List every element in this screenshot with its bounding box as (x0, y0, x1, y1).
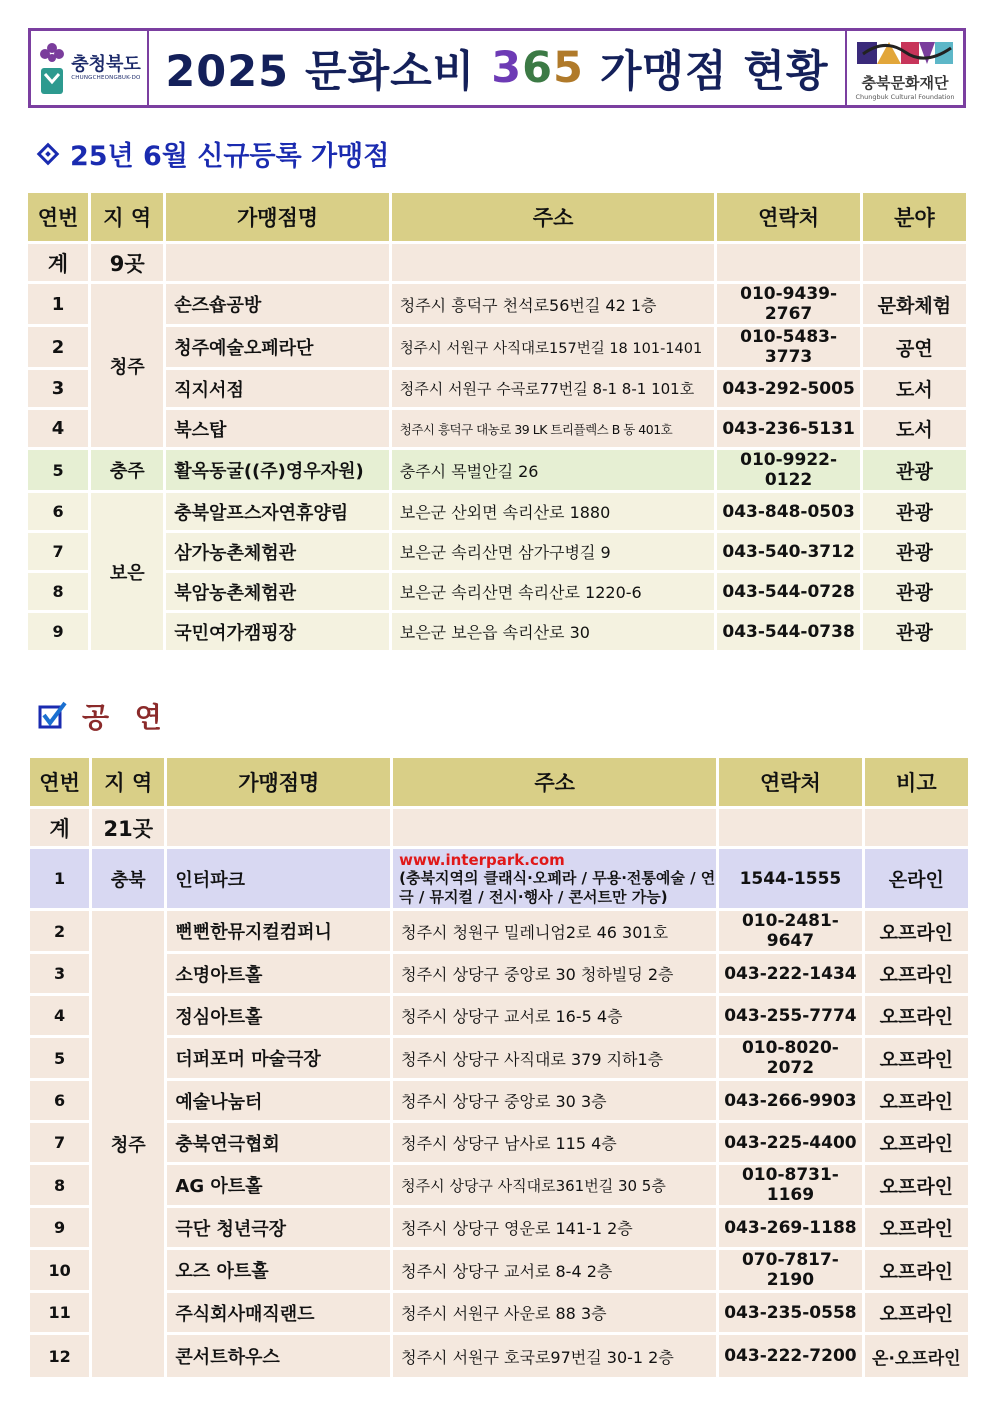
merchant-address: 청주시 서원구 사직대로157번길 18 101-1401 (392, 327, 715, 367)
row-no: 9 (30, 1208, 89, 1247)
merchant-field: 도서 (863, 370, 966, 407)
chungbuk-logo-eng: CHUNGCHEONGBUK-DO (71, 75, 141, 81)
table-row (28, 370, 966, 407)
col-header: 가맹점명 (167, 758, 390, 806)
merchant-address: 청주시 상당구 중앙로 30 3층 (393, 1081, 716, 1120)
table-row (28, 613, 966, 650)
summary-row (30, 809, 968, 846)
table-row (28, 493, 966, 530)
merchant-name: 삼가농촌체험관 (166, 533, 388, 570)
row-no: 9 (28, 613, 88, 650)
merchant-field: 관광 (863, 613, 966, 650)
region-cell: 청주 (92, 911, 164, 1377)
merchant-field: 공연 (863, 327, 966, 367)
merchant-phone: 043-255-7774 (719, 996, 861, 1035)
merchant-field: 관광 (863, 533, 966, 570)
table-header-row (30, 758, 968, 806)
table-row (30, 1038, 968, 1078)
diamond-icon (37, 142, 60, 165)
merchant-phone: 043-266-9903 (719, 1081, 861, 1120)
merchant-phone: 010-9922-0122 (717, 450, 859, 490)
chungbuk-emblem-icon (37, 38, 67, 98)
merchant-note: 오프라인 (865, 954, 968, 993)
merchant-address: 보은군 보은읍 속리산로 30 (392, 613, 715, 650)
merchant-address: 보은군 산외면 속리산로 1880 (392, 493, 715, 530)
sum-value: 9곳 (91, 244, 163, 281)
merchant-phone: 010-9439-2767 (717, 284, 859, 324)
merchant-name: 오즈 아트홀 (167, 1250, 390, 1290)
table-row (28, 410, 966, 447)
chungbuk-logo-name: 충청북도 (71, 54, 141, 75)
merchant-address: 보은군 속리산면 삼가구병길 9 (392, 533, 715, 570)
table-row (28, 533, 966, 570)
col-header: 분야 (863, 193, 966, 241)
website-description: (충북지역의 클래식·오페라 / 무용·전통예술 / 연극 / 뮤지컬 / 전시·행사 / 콘서트만 가능) (399, 868, 716, 906)
col-header: 연락처 (719, 758, 861, 806)
merchant-note: 오프라인 (865, 1208, 968, 1247)
merchant-phone: 043-544-0728 (717, 573, 859, 610)
merchant-note: 오프라인 (865, 1081, 968, 1120)
table-row (30, 1208, 968, 1247)
sum-label: 계 (28, 244, 88, 281)
merchant-name: 예술나눔터 (167, 1081, 390, 1120)
row-no: 4 (28, 410, 88, 447)
title-suffix: 가맹점 현황 (599, 46, 829, 97)
section1-title (40, 134, 389, 173)
merchant-address: 청주시 상당구 사직대로361번길 30 5층 (393, 1165, 716, 1205)
merchant-note: 오프라인 (865, 996, 968, 1035)
merchant-address: 청주시 흥덕구 대농로 39 LK 트리플렉스 B 동 401호 (392, 410, 715, 447)
col-header: 비고 (865, 758, 968, 806)
merchant-note: 온·오프라인 (865, 1335, 968, 1377)
summary-row (28, 244, 966, 281)
merchant-phone: 1544-1555 (719, 849, 861, 908)
merchant-phone: 043-235-0558 (719, 1293, 861, 1332)
merchant-name: 소명아트홀 (167, 954, 390, 993)
row-no: 2 (28, 327, 88, 367)
region-cell: 충북 (92, 849, 164, 908)
row-no: 2 (30, 911, 89, 951)
section2-title (38, 696, 170, 736)
merchant-note: 오프라인 (865, 1038, 968, 1078)
merchant-note: 오프라인 (865, 1123, 968, 1162)
merchant-phone: 070-7817-2190 (719, 1250, 861, 1290)
title-prefix: 2025 문화소비 (165, 46, 476, 97)
foundation-logo-eng: Chungbuk Cultural Foundation (855, 92, 955, 101)
row-no: 10 (30, 1250, 89, 1290)
merchant-phone: 010-2481-9647 (719, 911, 861, 951)
row-no: 5 (28, 450, 88, 490)
chungbuk-logo (31, 31, 149, 105)
merchant-name: 충북알프스자연휴양림 (166, 493, 388, 530)
row-no: 3 (30, 954, 89, 993)
merchant-name: 콘서트하우스 (167, 1335, 390, 1377)
merchant-field: 관광 (863, 493, 966, 530)
website-link[interactable]: www.interpark.com (399, 850, 565, 869)
foundation-logo (845, 31, 963, 105)
row-no: 1 (30, 849, 89, 908)
merchant-address: 청주시 서원구 호국로97번길 30-1 2층 (393, 1335, 716, 1377)
merchant-phone: 043-222-7200 (719, 1335, 861, 1377)
merchant-name: 활옥동굴((주)영우자원) (166, 450, 388, 490)
merchant-name: 주식회사매직랜드 (167, 1293, 390, 1332)
title-digit-5: 5 (553, 43, 584, 93)
table-row (30, 954, 968, 993)
col-header: 지 역 (92, 758, 164, 806)
section2-title-text: 공 연 (82, 701, 170, 734)
merchant-note: 오프라인 (865, 1250, 968, 1290)
page-title (149, 31, 845, 105)
table-row (28, 327, 966, 367)
region-cell: 보은 (91, 493, 163, 650)
row-no: 12 (30, 1335, 89, 1377)
merchant-phone: 043-269-1188 (719, 1208, 861, 1247)
col-header: 지 역 (91, 193, 163, 241)
table-row (30, 1335, 968, 1377)
merchant-phone: 043-225-4400 (719, 1123, 861, 1162)
merchant-field: 관광 (863, 573, 966, 610)
merchant-phone: 010-8020-2072 (719, 1038, 861, 1078)
merchant-note: 온라인 (865, 849, 968, 908)
merchant-address: 청주시 서원구 수곡로77번길 8-1 8-1 101호 (392, 370, 715, 407)
merchant-name: 정심아트홀 (167, 996, 390, 1035)
merchant-name: 더퍼포머 마술극장 (167, 1038, 390, 1078)
performance-merchants-table (27, 755, 971, 1380)
table-row (30, 996, 968, 1035)
merchant-name: 손즈숍공방 (166, 284, 388, 324)
merchant-name: 극단 청년극장 (167, 1208, 390, 1247)
table-header-row (28, 193, 966, 241)
title-digit-3: 3 (491, 43, 523, 93)
merchant-phone: 043-292-5005 (717, 370, 859, 407)
merchant-address: 청주시 상당구 사직대로 379 지하1층 (393, 1038, 716, 1078)
merchant-field: 관광 (863, 450, 966, 490)
row-no: 6 (28, 493, 88, 530)
section1-title-text: 25년 6월 신규등록 가맹점 (70, 141, 390, 172)
title-digit-6: 6 (522, 43, 554, 93)
new-merchants-table (25, 190, 969, 653)
col-header: 주소 (393, 758, 716, 806)
merchant-address: 청주시 상당구 교서로 8-4 2층 (393, 1250, 716, 1290)
table-row (30, 1293, 968, 1332)
merchant-address: 청주시 서원구 사운로 88 3층 (393, 1293, 716, 1332)
merchant-address: 청주시 상당구 남사로 115 4층 (393, 1123, 716, 1162)
merchant-phone: 043-540-3712 (717, 533, 859, 570)
row-no: 7 (30, 1123, 89, 1162)
merchant-address (393, 849, 716, 908)
merchant-name: 충북연극협회 (167, 1123, 390, 1162)
col-header: 주소 (392, 193, 715, 241)
foundation-emblem-icon (855, 36, 955, 70)
merchant-address: 청주시 청원구 밀레니엄2로 46 301호 (393, 911, 716, 951)
merchant-name: AG 아트홀 (167, 1165, 390, 1205)
merchant-phone: 043-848-0503 (717, 493, 859, 530)
row-no: 8 (30, 1165, 89, 1205)
checkbox-checked-icon (38, 701, 68, 731)
merchant-address: 보은군 속리산면 속리산로 1220-6 (392, 573, 715, 610)
table-row (30, 1165, 968, 1205)
merchant-name: 뻔뻔한뮤지컬컴퍼니 (167, 911, 390, 951)
merchant-address: 청주시 흥덕구 천석로56번길 42 1층 (392, 284, 715, 324)
row-no: 5 (30, 1038, 89, 1078)
row-no: 4 (30, 996, 89, 1035)
table-row (30, 911, 968, 951)
merchant-name: 청주예술오페라단 (166, 327, 388, 367)
merchant-phone: 043-544-0738 (717, 613, 859, 650)
merchant-note: 오프라인 (865, 911, 968, 951)
page-header (28, 28, 966, 108)
table-row (30, 1081, 968, 1120)
merchant-address: 청주시 상당구 교서로 16-5 4층 (393, 996, 716, 1035)
merchant-phone: 010-5483-3773 (717, 327, 859, 367)
col-header: 연번 (30, 758, 89, 806)
merchant-address: 청주시 상당구 영운로 141-1 2층 (393, 1208, 716, 1247)
merchant-phone: 010-8731-1169 (719, 1165, 861, 1205)
row-no: 7 (28, 533, 88, 570)
row-no: 3 (28, 370, 88, 407)
merchant-name: 북암농촌체험관 (166, 573, 388, 610)
region-cell: 청주 (91, 284, 163, 447)
merchant-phone: 043-222-1434 (719, 954, 861, 993)
row-no: 11 (30, 1293, 89, 1332)
merchant-note: 오프라인 (865, 1293, 968, 1332)
table-row (30, 849, 968, 908)
merchant-address: 청주시 상당구 중앙로 30 청하빌딩 2층 (393, 954, 716, 993)
merchant-name: 국민여가캠핑장 (166, 613, 388, 650)
row-no: 8 (28, 573, 88, 610)
table-row (28, 284, 966, 324)
table-row (28, 573, 966, 610)
merchant-address: 충주시 목벌안길 26 (392, 450, 715, 490)
table-row (30, 1123, 968, 1162)
merchant-note: 오프라인 (865, 1165, 968, 1205)
row-no: 6 (30, 1081, 89, 1120)
col-header: 가맹점명 (166, 193, 388, 241)
table-row (30, 1250, 968, 1290)
table-row (28, 450, 966, 490)
merchant-phone: 043-236-5131 (717, 410, 859, 447)
merchant-field: 문화체험 (863, 284, 966, 324)
merchant-field: 도서 (863, 410, 966, 447)
merchant-name: 직지서점 (166, 370, 388, 407)
row-no: 1 (28, 284, 88, 324)
sum-label: 계 (30, 809, 89, 846)
foundation-logo-name: 충북문화재단 (861, 73, 949, 92)
col-header: 연락처 (717, 193, 859, 241)
merchant-name: 인터파크 (167, 849, 390, 908)
merchant-name: 북스탑 (166, 410, 388, 447)
col-header: 연번 (28, 193, 88, 241)
sum-value: 21곳 (92, 809, 164, 846)
region-cell: 충주 (91, 450, 163, 490)
